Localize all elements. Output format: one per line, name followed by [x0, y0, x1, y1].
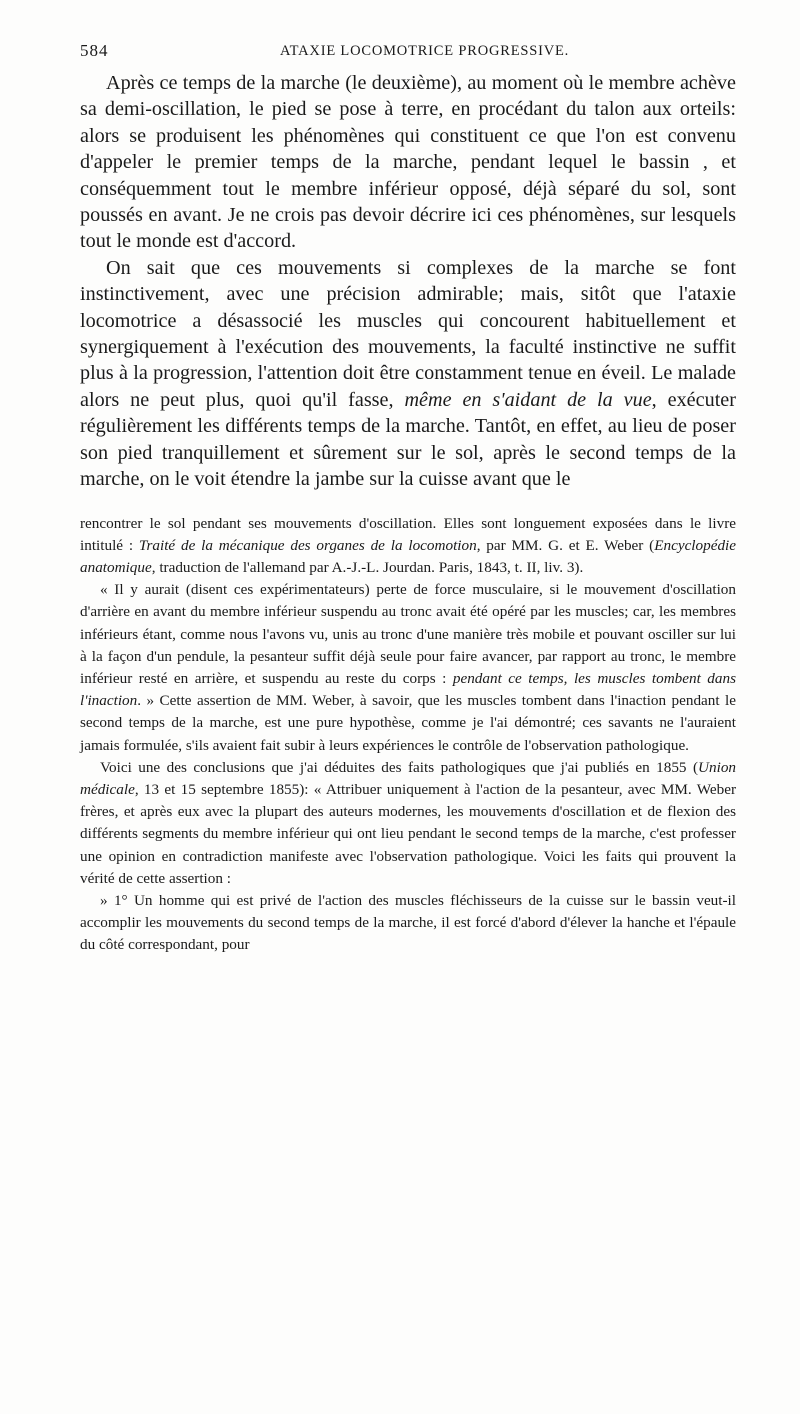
- book-title: Traité de la mécanique des organes de la locomotion: [138, 536, 477, 554]
- footnote-paragraph: [80, 890, 736, 957]
- running-head: [80, 34, 736, 68]
- emphasis-text: même en s'aidant de la vue: [404, 388, 652, 411]
- footnote-text: rencontrer le sol pendant ses mouvements d'oscillation. Elles sont longuement exposées dans le livre intitulé :: [80, 514, 736, 554]
- footnote-paragraph: [80, 513, 736, 580]
- footnote-text: « Il y aurait (disent ces expérimentateurs) perte de force musculaire, si le mouvement d'oscillation d'arrière en avant du membre inférieur suspendu au tronc avait été opéré par les muscles; car, les membres inférieurs étant, comme nous l'avons vu, unis au tronc d'une manière très mobile et pouvant osciller sur lui à la façon d'un pendule, la pesanteur suffit déjà seule pour faire avancer, par rapport au tronc, le membre inférieur resté en arrière, et suspendu au reste du corps :: [80, 581, 736, 687]
- footnote-text: » 1° Un homme qui est privé de l'action des muscles fléchisseurs de la cuisse sur le bassin veut-il accomplir les mouvements du second temps de la marche, il est forcé d'abord d'élever la hanche et l'épaule du côté correspondant, pour: [80, 891, 736, 954]
- paragraph: [80, 70, 736, 255]
- paragraph-text: , exécuter régulièrement les différents temps de la marche. Tantôt, en effet, au lieu de poser son pied tranquillement et sûrement sur le sol, après le second temps de la marche, on le voit étendre la jambe sur la cuisse avant que le: [80, 388, 736, 491]
- paragraph-text: Après ce temps de la marche (le deuxième), au moment où le membre achève sa demi-oscillation, le pied se pose à terre, en procédant du talon aux orteils: alors se produisent les phénomènes qui constituent ce que l'on est convenu d'appeler le premier temps de la marche, pendant lequel le bassin , et conséquemment tout le membre inférieur opposé, déjà séparé du sol, sont poussés en avant. Je ne crois pas devoir décrire ici ces phénomènes, sur lesquels tout le monde est d'accord.: [80, 72, 736, 253]
- footnote-text: . » Cette assertion de MM. Weber, à savoir, que les muscles tombent dans l'inaction pendant le second temps de la marche, est une pure hypothèse, comme je l'ai démontré; ces savants ne l'auraient jamais formulée, s'ils avaient fait subir à leurs expériences le contrôle de l'observation pathologique.: [80, 692, 736, 754]
- footnote-text: , par MM. G. et E. Weber (: [476, 536, 655, 554]
- footnote: [80, 513, 736, 957]
- main-text: [80, 70, 736, 493]
- emphasis-text: pendant ce temps, les muscles tombent dans l'inaction: [80, 669, 736, 710]
- page-number: 584: [80, 41, 109, 60]
- footnote-text: Voici une des conclusions que j'ai déduites des faits pathologiques que j'ai publiés en 1855 (: [100, 758, 699, 776]
- book-title: Encyclopédie anatomique: [80, 536, 737, 576]
- footnote-text: , 13 et 15 septembre 1855): « Attribuer uniquement à l'action de la pesanteur, avec MM. Weber frères, et après eux avec la plupart des auteurs modernes, les mouvements d'oscillation et de flexion des différents segments du membre inférieur qui ont lieu pendant le second temps de la marche, c'est professer une opinion en contradiction manifeste avec l'observation pathologique. Voici les faits qui prouvent la vérité de cette assertion :: [80, 780, 736, 887]
- paragraph-text: On sait que ces mouvements si complexes de la marche se font instinctivement, avec une précision admirable; mais, sitôt que l'ataxie locomotrice a désassocié les muscles qui concourent habituellement et synergiquement à l'exécution des mouvements, la faculté instinctive ne suffit plus à la progression, l'attention doit être constamment tenue en éveil. Le malade alors ne peut plus, quoi qu'il fasse,: [80, 256, 736, 411]
- footnote-paragraph: [80, 579, 736, 757]
- footnote-text: , traduction de l'allemand par A.-J.-L. Jourdan. Paris, 1843, t. II, liv. 3).: [151, 558, 584, 576]
- paragraph: [80, 255, 736, 493]
- footnote-paragraph: [80, 757, 736, 890]
- running-title: ATAXIE LOCOMOTRICE PROGRESSIVE.: [280, 43, 570, 59]
- journal-title: Union médicale: [80, 758, 736, 798]
